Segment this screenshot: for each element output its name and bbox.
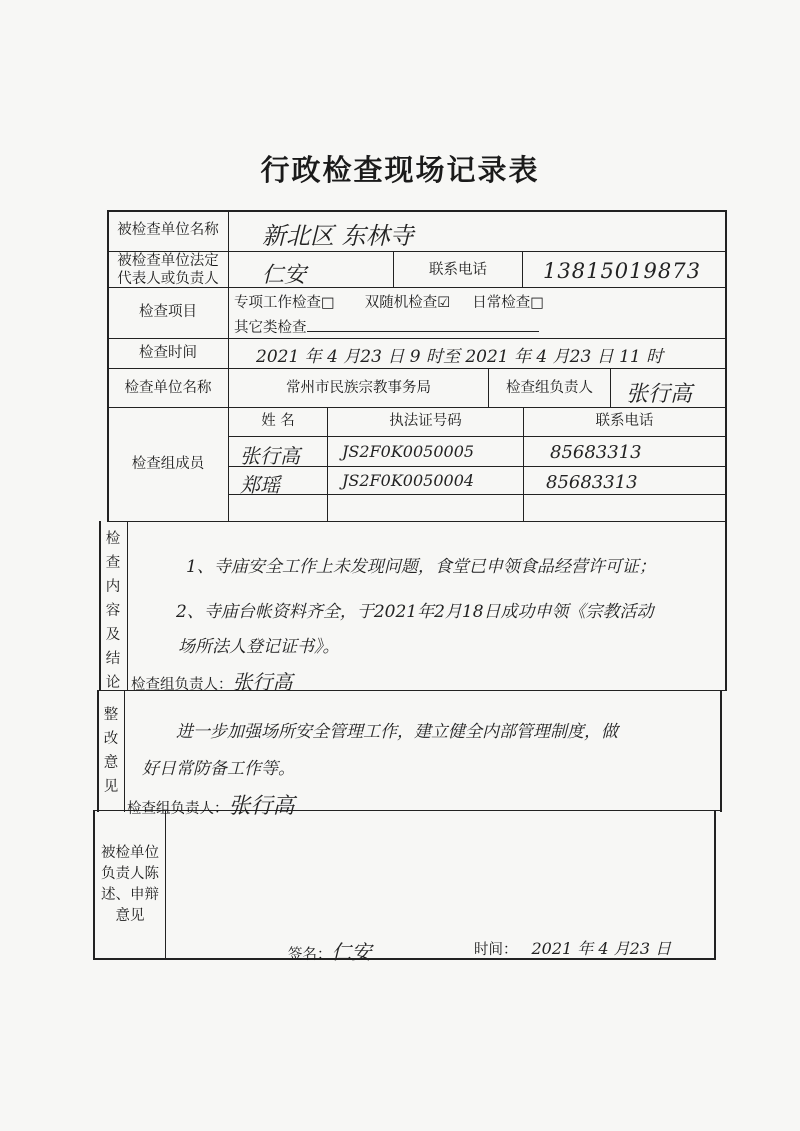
content-section-label: 检查内容及结论 — [105, 531, 121, 691]
legal-rep-label — [108, 252, 228, 288]
legal-rep-label-line2: 代表人或负责人 — [117, 271, 219, 287]
inspection-item-label: 检查项目 — [139, 304, 197, 320]
legal-rep-value: 仁安 — [262, 263, 307, 288]
opt-daily: 日常检查□ — [472, 295, 544, 311]
inspection-options-line1 — [234, 291, 544, 312]
member-1-name: 张行高 — [240, 444, 300, 468]
opt-random: 双随机检查☑ — [364, 295, 451, 311]
inspecting-unit-label: 检查单位名称 — [124, 380, 212, 396]
rectify-line-2: 好日常防备工作等。 — [142, 759, 295, 779]
inspection-time-label: 检查时间 — [139, 345, 197, 361]
inspection-options-line2 — [234, 316, 539, 337]
member-2-name: 郑瑶 — [240, 473, 280, 497]
rectify-sign — [127, 789, 295, 820]
content-line-3: 场所法人登记证书》。 — [178, 637, 340, 657]
legal-rep-label-line1: 被检查单位法定 — [117, 253, 219, 269]
content-sign-value: 张行高 — [232, 670, 293, 694]
members-label: 检查组成员 — [131, 456, 205, 472]
statement-time — [474, 936, 671, 959]
content-sign-label: 检查组负责人： — [131, 677, 233, 693]
members-header-cert: 执法证号码 — [389, 413, 462, 429]
statement-sign-label: 签名： — [288, 947, 332, 963]
opt-special: 专项工作检查□ — [234, 295, 335, 311]
statement-time-label: 时间： — [474, 942, 518, 958]
member-1-cert: JS2F0K0050005 — [342, 442, 475, 461]
content-line-2: 2、寺庙台帐资料齐全，于2021年2月18日成功申领《宗教活动 — [176, 602, 654, 622]
statement-sign — [288, 936, 372, 965]
rectify-sign-value: 张行高 — [228, 794, 295, 819]
member-2-cert: JS2F0K0050004 — [342, 471, 475, 490]
inspecting-unit-value: 常州市民族宗教事务局 — [286, 380, 431, 396]
rectify-section-label: 整改意见 — [103, 707, 119, 795]
page-title: 行政检查现场记录表 — [260, 153, 540, 187]
contact-phone-label: 联系电话 — [429, 262, 487, 278]
opt-other: 其它类检查 — [234, 320, 307, 336]
inspected-unit-label: 被检查单位名称 — [117, 222, 219, 238]
members-header-name: 姓 名 — [261, 413, 295, 429]
statement-sign-value: 仁安 — [331, 940, 372, 964]
statement-section-label: 被检单位负责人陈述、申辩意见 — [101, 845, 159, 924]
team-leader-value: 张行高 — [626, 382, 693, 407]
content-line-1: 1、寺庙安全工作上未发现问题，食堂已申领食品经营许可证； — [186, 557, 656, 577]
member-1-phone: 85683313 — [550, 442, 642, 463]
inspected-unit-value: 新北区 东林寺 — [262, 222, 414, 250]
inspection-time-value: 2021 年 4 月23 日 9 时至 2021 年 4 月23 日 11 时 — [256, 347, 664, 367]
rectify-line-1: 进一步加强场所安全管理工作，建立健全内部管理制度，做 — [176, 722, 618, 742]
team-leader-label: 检查组负责人 — [506, 380, 593, 396]
members-header-phone: 联系电话 — [595, 413, 654, 429]
statement-time-value: 2021 年 4 月23 日 — [531, 939, 672, 958]
member-2-phone: 85683313 — [546, 472, 638, 493]
rectify-sign-label: 检查组负责人： — [127, 801, 229, 817]
contact-phone-value: 13815019873 — [543, 259, 701, 283]
content-sign — [131, 666, 293, 695]
